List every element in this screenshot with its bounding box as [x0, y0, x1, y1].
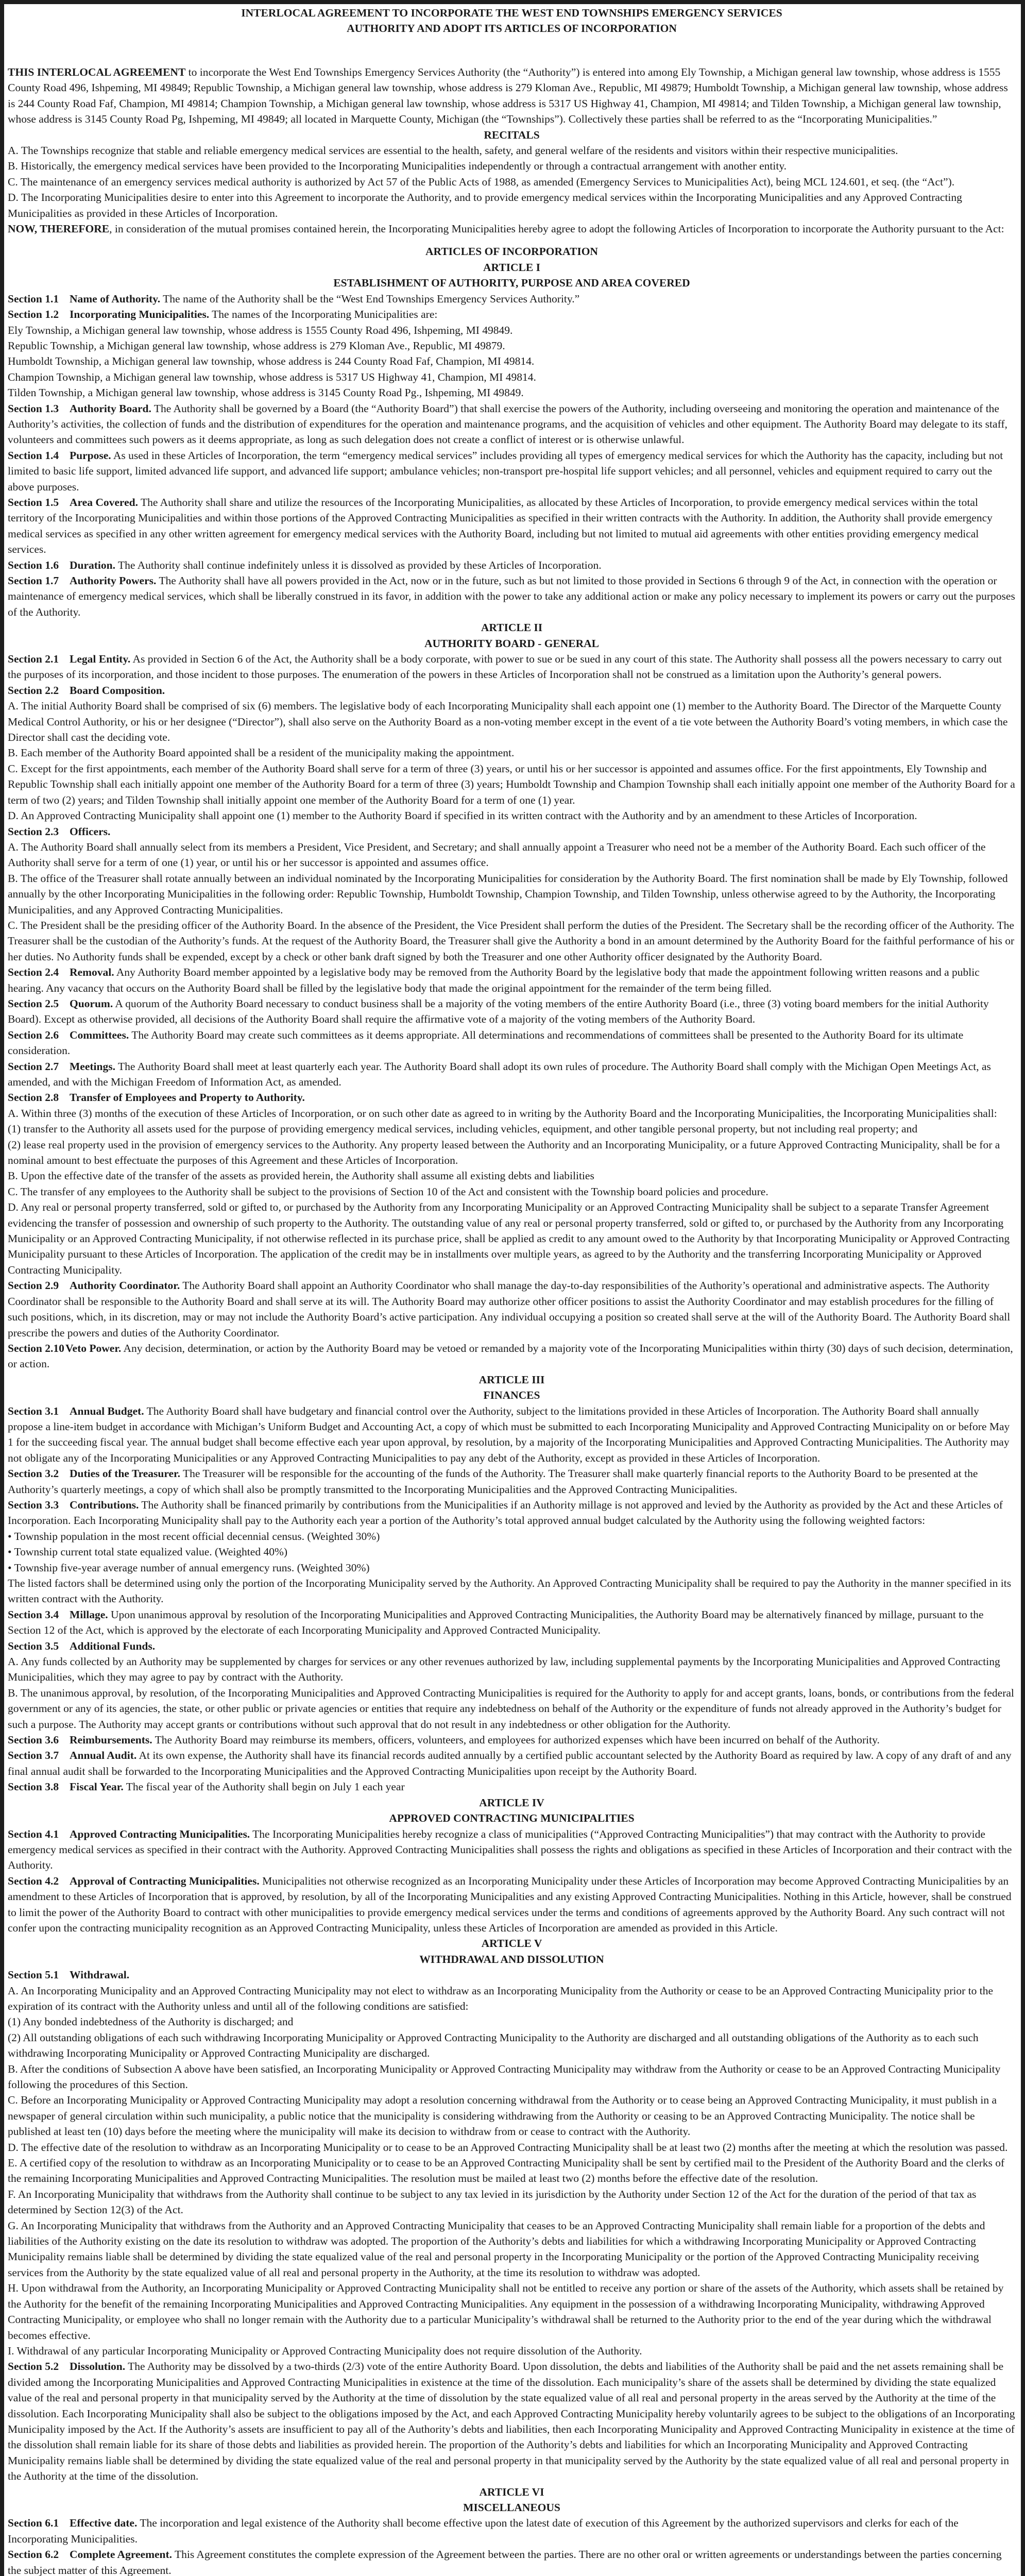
section-number: Section 3.5 — [8, 1639, 59, 1652]
section-title: Reimbursements. — [70, 1734, 152, 1747]
section-number: Section 1.2 — [8, 308, 59, 321]
subsection-item: B. Upon the effective date of the transfer of the assets as provided herein, the Authority shall assume all existing debts and liabilities — [8, 1170, 594, 1182]
section-text: The Authority shall continue indefinitely unless it is dissolved as provided by these Articles of Incorporation. — [115, 558, 602, 571]
section-text: The Authority Board shall have budgetary and financial control over the Authority, subject to the limitations provided in these Articles of Incorporation. The Authority Board shall annually propose a line-item budget in accordance with Michigan’s Uniform Budget and Accounting Act, a copy of which must be submitted to each Incorporating Municipality and Approved Contracting Municipality on or before May 1 for the succeeding fiscal year. The annual budget shall become effective each year upon approval, by resolution, by a majority of the Incorporating Municipalities and Approved Contracting Municipalities. The Authority may not obligate any of the Incorporating Municipalities or any Approved Contracting Municipalities to pay any debt of the Authority, except as provided in these Articles of Incorporation. — [8, 1404, 1010, 1464]
section-number: Section 1.7 — [8, 574, 59, 587]
section-text: At its own expense, the Authority shall have its financial records audited annually by a certified public accountant selected by the Authority Board as required by law. A copy of any draft of and any final annual audit shall be forwarded to the Incorporating Municipalities and the Approved Contracting Municipalities upon receipt by the Authority Board. — [8, 1749, 1012, 1777]
section-title: Authority Board. — [70, 402, 151, 415]
recital-a: A. The Townships recognize that stable and reliable emergency medical services are essential to the health, safety, and general welfare of the residents and visitors within their respective municipalities. — [8, 144, 898, 157]
section-number: Section 2.6 — [8, 1028, 59, 1041]
section-6-2 — [8, 2547, 1016, 2576]
section-number: Section 5.1 — [8, 1969, 59, 1981]
section-number: Section 2.7 — [8, 1060, 59, 1073]
section-title: Approval of Contracting Municipalities. — [70, 1874, 260, 1887]
document-title-line-2: AUTHORITY AND ADOPT ITS ARTICLES OF INCORPORATION — [347, 22, 677, 35]
section-text: As provided in Section 6 of the Act, the Authority shall be a body corporate, with power to sue or be sued in any court of this state. The Authority shall possess all the powers necessary to carry out the purposes of its incorporation, and those incident to those purposes. The enumeration of the powers in these Articles of Incorporation shall not be construed as a limitation upon the Authority’s general powers. — [8, 653, 1002, 681]
subsection-item: G. An Incorporating Municipality that withdraws from the Authority and an Approved Contracting Municipality that ceases to be an Approved Contracting Municipality shall remain liable for a proportion of the debts and liabilities of the Authority existing on the date its resolution to withdraw was adopted. The proportion of the Authority’s debts and liabilities for which a withdrawing Incorporating Municipality or Approved Contracting Municipality remains liable shall be determined by dividing the state equalized value of the real and personal property in the Incorporating Municipality or the portion of the Approved Contracting Municipality receiving services from the Authority by the state equalized value of all real and personal property in the Authority, at the time its resolution to withdraw was adopted. — [8, 2219, 985, 2279]
section-text: The Authority Board shall appoint an Authority Coordinator who shall manage the day-to-day responsibilities of the Authority’s operational and administrative aspects. The Authority Coordinator shall be responsible to the Authority Board and shall serve at its will. The Authority Board may authorize other officer positions to assist the Authority Coordinator and may establish procedures for the filling of such positions, which, in its discretion, may or may not include the Authority Board’s active participation. Any individual occupying a position so created shall serve at the will of the Authority Board. The Authority Board shall prescribe the powers and duties of the Authority Coordinator. — [8, 1279, 1011, 1339]
section-title: Annual Budget. — [70, 1404, 144, 1417]
section-title: Contributions. — [70, 1498, 139, 1511]
article-3-number: ARTICLE III — [479, 1373, 545, 1386]
subsection-item: I. Withdrawal of any particular Incorporating Municipality or Approved Contracting Municipality does not require dissolution of the Authority. — [8, 2344, 642, 2357]
section-3-8 — [8, 1779, 1016, 1794]
section-number: Section 4.1 — [8, 1827, 59, 1840]
section-2-8 — [8, 1090, 1016, 1105]
section-number: Section 6.2 — [8, 2548, 59, 2561]
section-number: Section 2.8 — [8, 1091, 59, 1104]
section-text: The Authority shall be financed primarily by contributions from the Municipalities if an Authority millage is not approved and levied by the Authority as provided by the Act and these Articles of Incorporation. Each Incorporating Municipality shall pay to the Authority each year a portion of the Authority’s total approved annual budget calculated by the Authority using the following weighted factors: — [8, 1498, 1003, 1527]
section-number: Section 2.3 — [8, 825, 59, 838]
article-1-title: ESTABLISHMENT OF AUTHORITY, PURPOSE AND AREA COVERED — [333, 277, 690, 290]
subsection-item: H. Upon withdrawal from the Authority, an Incorporating Municipality or Approved Contracting Municipality shall not be entitled to receive any portion or share of the assets of the Authority, which assets shall be retained by the Authority for the benefit of the remaining Incorporating Municipalities and Approved Contracting Municipalities. Any equipment in the possession of a withdrawing Incorporating Municipality, withdrawing Approved Contracting Municipality, or employee who shall no longer remain with the Authority due to a particular Municipality’s withdrawal shall be returned to the Authority prior to the end of the year during which the withdrawal becomes effective. — [8, 2282, 1004, 2342]
subsection-item: A. The Authority Board shall annually select from its members a President, Vice President, and Secretary; and shall annually appoint a Treasurer who need not be a member of the Authority Board. Each such officer of the Authority shall serve for a term of one (1) year, or until his or her successor is appointed and assumes office. — [8, 840, 986, 869]
section-title: Annual Audit. — [70, 1749, 137, 1762]
title-spacer — [8, 36, 1016, 64]
municipality-item: Champion Township, a Michigan general law township, whose address is 5317 US Highway 41, Champion, MI 49814. — [8, 370, 536, 383]
section-number: Section 2.9 — [8, 1279, 59, 1292]
section-number: Section 3.8 — [8, 1781, 59, 1793]
section-title: Veto Power. — [65, 1342, 122, 1354]
section-number: Section 3.2 — [8, 1467, 59, 1480]
article-6-number: ARTICLE VI — [479, 2485, 544, 2498]
section-title: Meetings. — [70, 1060, 115, 1073]
articles-heading: ARTICLES OF INCORPORATION — [425, 245, 598, 258]
section-text: The Authority shall be governed by a Board (the “Authority Board”) that shall exercise the powers of the Authority, including overseeing and monitoring the operation and maintenance of the Authority’s activities, the collection of funds and the distribution of expenditures for the operation and maintenance programs, and the acquisition of vehicles and other equipment. The Authority Board may delegate to its staff, volunteers and committees such powers as it deems appropriate, as long as such delegation does not create a conflict of interest or is otherwise unlawful. — [8, 402, 1007, 446]
subsection-item: C. Except for the first appointments, each member of the Authority Board shall serve for a term of three (3) years, or until his or her successor is appointed and assumes office. For the first appointments, Ely Township and Republic Township shall each initially appoint one member of the Authority Board for a term of three (3) years; Humboldt Township and Champion Township shall each initially appoint one member of the Authority Board for a term of two (2) years; and Tilden Township shall initially appoint one member of the Authority Board for a term of one (1) year. — [8, 762, 1015, 806]
intro-text: to incorporate the West End Townships Emergency Services Authority (the “Authority”) is entered into among Ely Township, a Michigan general law township, whose address is 1555 County Road 496, Ishpeming, MI 49849; Republic Township, a Michigan general law township, whose address is 279 Kloman Ave., Republic, MI 49879; Humboldt Township, a Michigan general law township, whose address is 244 County Road Faf, Champion, MI 49814; Champion Township, a Michigan general law township, whose address is 5317 US Highway 41, Champion, MI 49814; and Tilden Township, a Michigan general law township, whose address is 3145 County Road Pg, Ishpeming, MI 49849; all located in Marquette County, Michigan (the “Townships”). Collectively these parties shall be referred to as the “Incorporating Municipalities.” — [8, 66, 1008, 126]
article-3-title: FINANCES — [483, 1389, 540, 1402]
section-number: Section 3.1 — [8, 1404, 59, 1417]
section-3-7 — [8, 1748, 1016, 1779]
section-1-3 — [8, 401, 1016, 448]
section-3-6 — [8, 1732, 1016, 1748]
section-number: Section 1.4 — [8, 449, 59, 462]
article-4-number: ARTICLE IV — [479, 1796, 544, 1809]
section-3-5 — [8, 1638, 1016, 1654]
section-number: Section 3.4 — [8, 1608, 59, 1621]
section-text: Municipalities not otherwise recognized as an Incorporating Municipality under these Articles of Incorporation may become Approved Contracting Municipalities by an amendment to these Articles of Incorporation that is approved, by resolution, by all of the Incorporating Municipalities and any existing Approved Contracting Municipalities. Nothing in this Article, however, shall be construed to limit the power of the Authority Board to contract with other municipalities to provide emergency medical services under the terms and conditions of agreements approved by the Authority Board. Any such contract will not confer upon the contracting municipality recognition as an Approved Contracting Municipality, unless these Articles of Incorporation are amended as provided in this Article. — [8, 1874, 1012, 1934]
subsection-item: (2) lease real property used in the provision of emergency services to the Authority. Any property leased between the Authority and an Incorporating Municipality, or a future Approved Contracting Municipality, shall be for a nominal amount to best effectuate the purposes of this Agreement and these Articles of Incorporation. — [8, 1138, 1000, 1167]
section-number: Section 3.3 — [8, 1498, 59, 1511]
section-1-1 — [8, 291, 1016, 307]
section-3-3 — [8, 1497, 1016, 1529]
section-2-4 — [8, 964, 1016, 996]
section-5-2 — [8, 2359, 1016, 2484]
section-text: The names of the Incorporating Municipalities are: — [209, 308, 438, 321]
section-number: Section 1.3 — [8, 402, 59, 415]
intro-paragraph — [8, 64, 1016, 127]
now-therefore-paragraph — [8, 221, 1016, 236]
section-text: This Agreement constitutes the complete expression of the Agreement between the parties. There are no other oral or written agreements or understandings between the parties concerning the subject matter of this Agreement. — [8, 2548, 1002, 2576]
section-1-5 — [8, 495, 1016, 557]
municipality-item: Tilden Township, a Michigan general law township, whose address is 3145 County Road Pg., Ishpeming, MI 49849. — [8, 386, 524, 399]
subsection-item: C. The President shall be the presiding officer of the Authority Board. In the absence of the President, the Vice President shall perform the duties of the President. The Secretary shall be the recording officer of the Authority. The Treasurer shall be the custodian of the Authority’s funds. At the request of the Authority Board, the Treasurer shall give the Authority a bond in an amount determined by the Authority Board for the faithful performance of his or her duties. No Authority funds shall be expended, except by a check or other bank draft signed by both the Treasurer and one other Authority officer designated by the Authority Board. — [8, 919, 1015, 963]
section-2-7 — [8, 1059, 1016, 1090]
subsection-item: D. An Approved Contracting Municipality shall appoint one (1) member to the Authority Board if specified in its written contract with the Authority and by an amendment to these Articles of Incorporation. — [8, 809, 917, 822]
section-number: Section 1.1 — [8, 292, 59, 305]
section-2-2 — [8, 683, 1016, 698]
section-text: The Authority shall share and utilize the resources of the Incorporating Municipalities, as allocated by these Articles of Incorporation, to provide emergency medical services within the total territory of the Incorporating Municipalities and within those portions of the Approved Contracting Municipalities as specified in their written contracts with the Authority. In addition, the Authority shall provide emergency medical services as specified in any other written agreement for emergency medical services with the Authority Board, including but not limited to mutual aid agreements with other entities providing emergency medical services. — [8, 496, 993, 556]
article-4-title: APPROVED CONTRACTING MUNICIPALITIES — [389, 1812, 635, 1825]
section-2-5 — [8, 996, 1016, 1027]
section-title: Board Composition. — [70, 684, 165, 697]
section-3-1 — [8, 1403, 1016, 1466]
section-title: Purpose. — [70, 449, 111, 462]
section-5-1 — [8, 1967, 1016, 1982]
section-number: Section 5.2 — [8, 2360, 59, 2373]
section-title: Withdrawal. — [70, 1969, 130, 1981]
municipality-item: Humboldt Township, a Michigan general law township, whose address is 244 County Road Faf, Champion, MI 49814. — [8, 355, 535, 368]
subsection-item: A. Any funds collected by an Authority may be supplemented by charges for services or any other revenues authorized by law, including supplemental payments by the Incorporating Municipalities and Approved Contracting Municipalities, which they may agree to pay by contract with the Authority. — [8, 1655, 1000, 1684]
section-title: Quorum. — [70, 997, 113, 1010]
subsection-item: F. An Incorporating Municipality that withdraws from the Authority shall continue to be subject to any tax levied in its jurisdiction by the Authority under Section 12 of the Act for the duration of the period of that tax as determined by Section 12(3) of the Act. — [8, 2188, 977, 2216]
section-2-1 — [8, 651, 1016, 683]
section-title: Transfer of Employees and Property to Authority. — [70, 1091, 305, 1104]
section-text: The Authority Board shall meet at least quarterly each year. The Authority Board shall adopt its own rules of procedure. The Authority Board shall comply with the Michigan Open Meetings Act, as amended, and with the Michigan Freedom of Information Act, as amended. — [8, 1060, 991, 1088]
weighted-factors-list — [8, 1529, 1016, 1575]
section-title: Incorporating Municipalities. — [70, 308, 210, 321]
subsection-item: (2) All outstanding obligations of each such withdrawing Incorporating Municipality or Approved Contracting Municipality to the Authority are discharged and all outstanding obligations of the Authority as to each such withdrawing Incorporating Municipality or Approved Contracting Municipality are discharged. — [8, 2031, 979, 2060]
section-text: The Authority shall have all powers provided in the Act, now or in the future, such as but not limited to those provided in Sections 6 through 9 of the Act, in connection with the operation or maintenance of emergency medical services, which shall be liberally construed in its favor, in addition with the power to take any additional action or make any policy necessary to implement its powers or carry out the purposes of the Authority. — [8, 574, 1015, 618]
section-2-3 — [8, 824, 1016, 839]
subsection-item: A. The initial Authority Board shall be comprised of six (6) members. The legislative body of each Incorporating Municipality shall each appoint one (1) member to the Authority Board. The Director of the Marquette County Medical Control Authority, or his or her designee (“Director”), shall also serve on the Authority Board as a non-voting member except in the event of a tie vote between the Authority Board’s voting members, in which case the Director shall cast the deciding vote. — [8, 700, 1008, 744]
section-text: The incorporation and legal existence of the Authority shall become effective upon the latest date of execution of this Agreement by the authorized supervisors and clerks for each of the Incorporating Municipalities. — [8, 2517, 959, 2545]
section-1-6 — [8, 557, 1016, 573]
section-title: Name of Authority. — [70, 292, 161, 305]
subsection-item: (1) Any bonded indebtedness of the Authority is discharged; and — [8, 2015, 294, 2028]
section-title: Authority Powers. — [70, 574, 157, 587]
section-text: The Treasurer will be responsible for the accounting of the funds of the Authority. The Treasurer shall make quarterly financial reports to the Authority Board to be presented at the Authority’s quarterly meetings, a copy of which shall also be promptly transmitted to the Incorporating Municipalities and the Approved Contracting Municipalities. — [8, 1467, 978, 1496]
subsection-item: E. A certified copy of the resolution to withdraw as an Incorporating Municipality or to cease to be an Approved Contracting Municipality shall be sent by certified mail to the President of the Authority Board and the clerks of the remaining Incorporating Municipalities and Approved Contracting Municipalities. The resolution must be mailed at least two (2) months before the effective date of the resolution. — [8, 2157, 1005, 2185]
section-title: Removal. — [70, 966, 114, 979]
subsection-item: A. Within three (3) months of the execution of these Articles of Incorporation, or on such other date as agreed to in writing by the Authority Board and the Incorporating Municipalities, the Incorporating Municipalities shall: — [8, 1107, 997, 1120]
recitals-heading: RECITALS — [484, 128, 540, 141]
section-number: Section 2.1 — [8, 653, 59, 666]
subsection-item: C. The transfer of any employees to the Authority shall be subject to the provisions of Section 10 of the Act and consistent with the Township board policies and procedure. — [8, 1185, 768, 1198]
subsection-item: (1) transfer to the Authority all assets used for the purpose of providing emergency medical services, including vehicles, equipment, and other tangible personal property, but not including real property; and — [8, 1123, 918, 1136]
factor-item: • Township current total state equalized value. (Weighted 40%) — [8, 1544, 1016, 1560]
section-1-7 — [8, 573, 1016, 620]
subsection-item: C. Before an Incorporating Municipality or Approved Contracting Municipality may adopt a resolution concerning withdrawal from the Authority or to cease being an Approved Contracting Municipality, it must publish in a newspaper of general circulation within such municipality, a public notice that the municipality is considering withdrawing from the Authority or ceasing to be an Approved Contracting Municipality. The notice shall be published at least ten (10) days before the meeting where the municipality will make its decision to withdraw from or cease to contract with the Authority. — [8, 2094, 997, 2138]
section-title: Effective date. — [70, 2517, 138, 2530]
section-4-2 — [8, 1873, 1016, 1936]
recital-b: B. Historically, the emergency medical services have been provided to the Incorporating Municipalities independently or through a contractual arrangement with another entity. — [8, 160, 787, 173]
section-title: Duration. — [70, 558, 115, 571]
municipality-item: Ely Township, a Michigan general law township, whose address is 1555 County Road 496, Ishpeming, MI 49849. — [8, 324, 513, 336]
section-title: Authority Coordinator. — [70, 1279, 180, 1292]
section-4-1 — [8, 1826, 1016, 1873]
section-title: Millage. — [70, 1608, 108, 1621]
article-5-title: WITHDRAWAL AND DISSOLUTION — [419, 1953, 604, 1965]
section-number: Section 2.10 — [8, 1342, 64, 1354]
section-text: The name of the Authority shall be the “West End Townships Emergency Services Authority.” — [160, 292, 580, 305]
section-title: Duties of the Treasurer. — [70, 1467, 180, 1480]
article-6-title: MISCELLANEOUS — [463, 2501, 560, 2514]
section-3-4 — [8, 1607, 1016, 1638]
section-number: Section 2.5 — [8, 997, 59, 1010]
section-title: Area Covered. — [70, 496, 138, 509]
section-number: Section 3.6 — [8, 1734, 59, 1747]
subsection-item: B. The office of the Treasurer shall rotate annually between an individual nominated by the Incorporating Municipalities for consideration by the Authority Board. The first nomination shall be made by Ely Township, followed annually by the other Incorporating Municipalities in the following order: Republic Township, Humboldt Township, Champion Township, and Tilden Township, unless otherwise agreed to by the Authority, the Incorporating Municipalities, and any Approved Contracting Municipalities. — [8, 872, 1008, 916]
subsection-item: B. After the conditions of Subsection A above have been satisfied, an Incorporating Municipality or Approved Contracting Municipality may withdraw from the Authority or cease to be an Approved Contracting Municipality following the procedures of this Section. — [8, 2062, 1001, 2091]
article-5-number: ARTICLE V — [481, 1937, 542, 1950]
section-1-2 — [8, 307, 1016, 322]
article-1-number: ARTICLE I — [483, 261, 540, 274]
section-number: Section 6.1 — [8, 2517, 59, 2530]
article-2-title: AUTHORITY BOARD - GENERAL — [424, 637, 600, 650]
subsection-item: A. An Incorporating Municipality and an Approved Contracting Municipality may not elect to withdraw as an Incorporating Municipality from the Authority or cease to be an Approved Contracting Municipality prior to the expiration of its contract with the Authority unless and until all of the following conditions are satisfied: — [8, 1984, 994, 2012]
document-title-line-1: INTERLOCAL AGREEMENT TO INCORPORATE THE WEST END TOWNSHIPS EMERGENCY SERVICES — [241, 7, 782, 19]
section-number: Section 1.5 — [8, 496, 59, 509]
section-title: Additional Funds. — [70, 1639, 156, 1652]
section-number: Section 4.2 — [8, 1874, 59, 1887]
section-number: Section 3.7 — [8, 1749, 59, 1762]
section-2-10 — [8, 1341, 1016, 1372]
section-number: Section 2.4 — [8, 966, 59, 979]
section-6-1 — [8, 2515, 1016, 2547]
section-2-9 — [8, 1278, 1016, 1341]
section-title: Officers. — [70, 825, 111, 838]
subsection-item: D. The effective date of the resolution to withdraw as an Incorporating Municipality or to cease to be an Approved Contracting Municipality shall be at least two (2) months after the meeting at which the resolution was passed. — [8, 2141, 1008, 2154]
section-text: Any Authority Board member appointed by a legislative body may be removed from the Authority Board by the legislative body that made the appointment following written reasons and a public hearing. Any vacancy that occurs on the Authority Board shall be filled by the legislative body that made the original appointment for the remainder of the term being filled. — [8, 966, 980, 994]
subsection-item: B. Each member of the Authority Board appointed shall be a resident of the municipality making the appointment. — [8, 747, 515, 759]
document-page — [4, 4, 1021, 2576]
section-text: As used in these Articles of Incorporation, the term “emergency medical services” includes providing all types of emergency medical services for which the Authority has the capacity, including but not limited to basic life support, limited advanced life support, and advanced life support; ambulance vehicles; non-transport pre-hospital life support vehicles; and all personnel, vehicles and equipment required to carry out the above purposes. — [8, 449, 1003, 493]
section-3-2 — [8, 1466, 1016, 1497]
now-therefore-text: , in consideration of the mutual promises contained herein, the Incorporating Municipalities hereby agree to adopt the following Articles of Incorporation to incorporate the Authority pursuant to the Act: — [109, 223, 1004, 235]
section-title: Dissolution. — [70, 2360, 126, 2373]
subsection-item: B. The unanimous approval, by resolution, of the Incorporating Municipalities and Approved Contracting Municipalities is required for the Authority to apply for and accept grants, loans, bonds, or contributions from the federal government or any of its agencies, the state, or other public or private agencies or entities that require any indebtedness on behalf of the Authority or the expenditure of funds not already approved in the Authority’s budget for such a purpose. The Authority may accept grants or contributions without such approval that do not result in any indebtedness or other obligation for the Authority. — [8, 1686, 1014, 1731]
section-number: Section 2.2 — [8, 684, 59, 697]
recital-d: D. The Incorporating Municipalities desire to enter into this Agreement to incorporate the Authority, and to provide emergency medical services within the Incorporating Municipalities and any Approved Contracting Municipalities as provided in these Articles of Incorporation. — [8, 191, 962, 219]
subsection-item: D. Any real or personal property transferred, sold or gifted to, or purchased by the Authority from any Incorporating Municipality or an Approved Contracting Municipality shall be subject to a separate Transfer Agreement evidencing the transfer of possession and ownership of such property to the Authority. The outstanding value of any real or personal property transferred, sold or gifted to, or purchased by the Authority from any Incorporating Municipality or an Approved Contracting Municipality, if not otherwise reflected in its purchase price, shall be applied as credit to any amount owed to the Authority by that Incorporating Municipality or Approved Contracting Municipality pursuant to these Articles of Incorporation. The application of the credit may be in installments over multiple years, as agreed to by the Authority and the transferring Incorporating Municipality or Approved Contracting Municipality. — [8, 1201, 1010, 1276]
section-title: Legal Entity. — [70, 653, 131, 666]
intro-lead: THIS INTERLOCAL AGREEMENT — [8, 66, 186, 78]
section-3-3-after: The listed factors shall be determined using only the portion of the Incorporating Municipality served by the Authority. An Approved Contracting Municipality shall be required to pay the Authority in the manner specified in its written contract with the Authority. — [8, 1577, 1012, 1605]
article-2-number: ARTICLE II — [481, 621, 543, 634]
section-title: Complete Agreement. — [70, 2548, 173, 2561]
section-1-4 — [8, 448, 1016, 495]
section-title: Committees. — [70, 1028, 129, 1041]
factor-item: • Township five-year average number of annual emergency runs. (Weighted 30%) — [8, 1560, 1016, 1575]
now-therefore-lead: NOW, THEREFORE — [8, 223, 110, 235]
section-text: The Authority Board may create such committees as it deems appropriate. All determinations and recommendations of committees shall be presented to the Authority Board for its ultimate consideration. — [8, 1028, 964, 1057]
section-2-6 — [8, 1027, 1016, 1059]
factor-item: • Township population in the most recent official decennial census. (Weighted 30%) — [8, 1529, 1016, 1544]
section-title: Fiscal Year. — [70, 1781, 124, 1793]
section-text: A quorum of the Authority Board necessary to conduct business shall be a majority of the voting members of the entire Authority Board (i.e., three (3) voting board members for the initial Authority Board). Except as otherwise provided, all decisions of the Authority Board shall require the affirmative vote of a majority of the voting members of the Authority Board. — [8, 997, 989, 1026]
section-text: Any decision, determination, or action by the Authority Board may be vetoed or remanded by a majority vote of the Incorporating Municipalities within thirty (30) days of such decision, determination, or action. — [8, 1342, 1013, 1370]
section-title: Approved Contracting Municipalities. — [70, 1827, 250, 1840]
section-text: Upon unanimous approval by resolution of the Incorporating Municipalities and Approved Contracting Municipalities, the Authority Board may be alternatively financed by millage, pursuant to the Section 12 of the Act, which is approved by the electorate of each Incorporating Municipality and Approved Contracted Municipality. — [8, 1608, 984, 1637]
section-number: Section 1.6 — [8, 558, 59, 571]
municipality-item: Republic Township, a Michigan general law township, whose address is 279 Kloman Ave., Republic, MI 49879. — [8, 339, 505, 352]
recital-c: C. The maintenance of an emergency services medical authority is authorized by Act 57 of the Public Acts of 1988, as amended (Emergency Services to Municipalities Act), being MCL 124.601, et seq. (the “Act”). — [8, 175, 955, 188]
section-text: The Authority may be dissolved by a two-thirds (2/3) vote of the entire Authority Board. Upon dissolution, the debts and liabilities of the Authority shall be paid and the net assets remaining shall be divided among the Incorporating Municipalities and Approved Contracting Municipalities in existence at the time of the dissolution. Each municipality’s share of the assets shall be determined by dividing the state equalized value of the real and personal property in that municipality served by the Authority at the time of dissolution by the state equalized value of all real and personal property in the areas served by the Authority at the time of the dissolution. Each Incorporating Municipality shall also be subject to the obligations imposed by the Act, and each Approved Contracting Municipality hereby voluntarily agrees to be subject to the obligations of an Incorporating Municipality imposed by the Act. If the Authority’s assets are insufficient to pay all of the Authority’s debts and liabilities, then each Incorporating Municipality and Approved Contracting Municipality in existence at the time of the dissolution shall remain liable for its share of those debts and liabilities as provided herein. The proportion of the Authority’s debts and liabilities for which an Incorporating Municipality and Approved Contracting Municipality remains liable shall be determined by dividing the state equalized value of the real and personal property in that municipality served by the Authority by the state equalized value of all real and personal property in the Authority at the time of the dissolution. — [8, 2360, 1015, 2483]
section-text: The Authority Board may reimburse its members, officers, volunteers, and employees for authorized expenses which have been incurred on behalf of the Authority. — [152, 1734, 880, 1747]
section-text: The Incorporating Municipalities hereby recognize a class of municipalities (“Approved Contracting Municipalities”) that may contract with the Authority to provide emergency medical services as specified in their contract with the Authority. Approved Contracting Municipalities shall possess the rights and obligations as specified in these Articles of Incorporation and their contract with the Authority. — [8, 1827, 1012, 1872]
section-text: The fiscal year of the Authority shall begin on July 1 each year — [123, 1781, 405, 1793]
